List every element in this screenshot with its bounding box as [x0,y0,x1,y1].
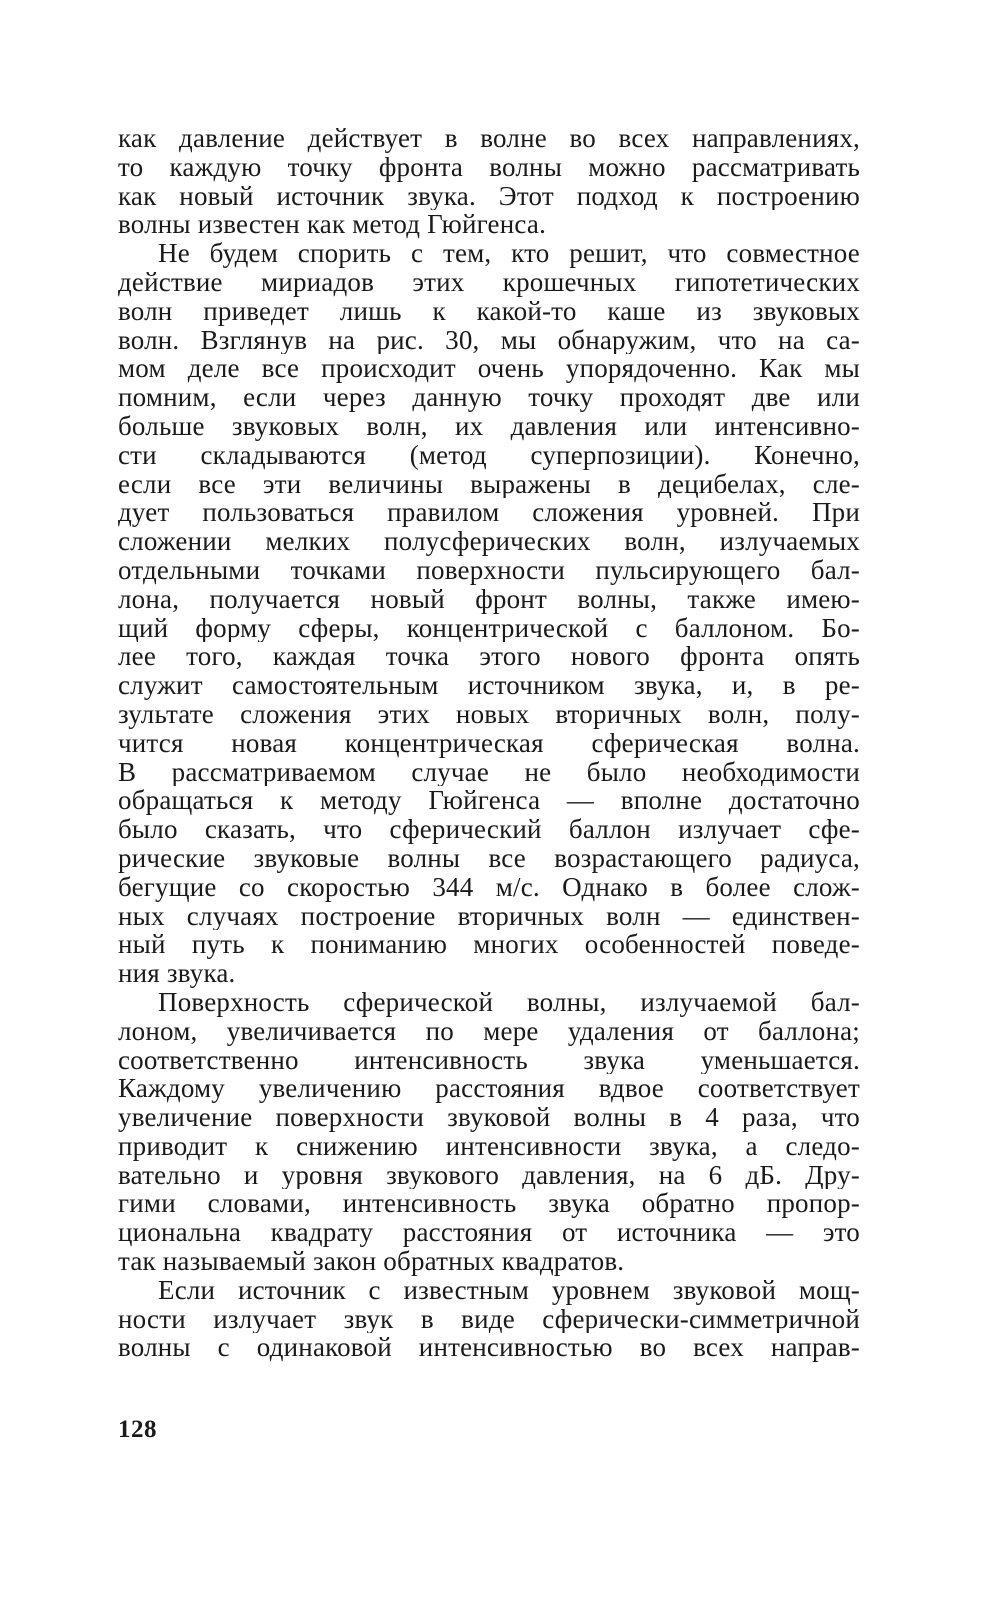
text-line: действие мириадов этих крошечных гипотетических [118,267,860,297]
text-line: как давление действует в волне во всех направлениях, [118,124,860,153]
text-line: вательно и уровня звукового давления, на 6 дБ. Дру- [118,1160,860,1190]
text-line: то каждую точку фронта волны можно рассматривать [118,152,860,182]
text-line: ный путь к пониманию многих особенностей поведе- [118,930,860,960]
text-line: лоном, увеличивается по мере удаления от баллона; [118,1016,860,1046]
text-line: как новый источник звука. Этот подход к построению [118,181,860,211]
text-line: волны с одинаковой интенсивностью во всех направ- [118,1333,860,1363]
text-line: сти складываются (метод суперпозиции). Конечно, [118,440,860,470]
text-line: мом деле все происходит очень упорядоченно. Как мы [118,354,860,384]
paragraph-first-line: Поверхность сферической волны, излучаемой бал- [158,987,860,1017]
text-line: ния звука. [118,959,236,988]
text-line: приводит к снижению интенсивности звука, а следо- [118,1131,860,1161]
text-line: бегущие со скоростью 344 м/с. Однако в более слож- [118,872,860,902]
text-line: циональна квадрату расстояния от источника — это [118,1218,860,1248]
text-line: лона, получается новый фронт волны, также имею- [118,584,860,614]
text-line: было сказать, что сферический баллон излучает сфе- [118,815,860,844]
text-line: увеличение поверхности звуковой волны в 4 раза, что [118,1103,860,1132]
text-line: если все эти величины выражены в децибелах, сле- [118,469,860,499]
text-line: обращаться к методу Гюйгенса — вполне достаточно [118,786,860,816]
text-line: сложении мелких полусферических волн, излучаемых [118,527,860,556]
text-line: лее того, каждая точка этого нового фронта опять [118,642,860,672]
text-line: чится новая концентрическая сферическая волна. [118,728,860,758]
text-line: В рассматриваемом случае не было необходимости [118,757,860,787]
text-line: зультате сложения этих новых вторичных волн, полу- [118,699,860,729]
text-line: помним, если через данную точку проходят две или [118,383,860,412]
text-line: так называемый закон обратных квадратов. [118,1247,625,1276]
text-line: волн приведет лишь к какой-то каше из звуковых [118,296,860,326]
text-line: волны известен как метод Гюйгенса. [118,210,547,240]
text-line: волн. Взглянув на рис. 30, мы обнаружим, что на са- [118,325,860,355]
text-line: щий форму сферы, концентрической с баллоном. Бо- [118,613,860,643]
page-number: 128 [118,1416,157,1443]
text-line: дует пользоваться правилом сложения уровней. При [118,498,860,528]
paragraph-first-line: Не будем спорить с тем, кто решит, что совместное [158,239,860,268]
text-line: ности излучает звук в виде сферически-симметричной [118,1304,860,1334]
text-line: Каждому увеличению расстояния вдвое соответствует [118,1074,860,1104]
paragraph-first-line: Если источник с известным уровнем звуковой мощ- [158,1275,860,1305]
text-line: гими словами, интенсивность звука обратно пропор- [118,1189,860,1219]
text-line: больше звуковых волн, их давления или интенсивно- [118,411,860,441]
text-line: отдельными точками поверхности пульсирующего бал- [118,555,860,585]
text-line: служит самостоятельным источником звука, и, в ре- [118,671,860,700]
text-line: соответственно интенсивность звука уменьшается. [118,1045,860,1075]
text-line: рические звуковые волны все возрастающего радиуса, [118,843,860,873]
body-text [118,124,860,1362]
text-line: ных случаях построение вторичных волн — единствен- [118,901,860,931]
